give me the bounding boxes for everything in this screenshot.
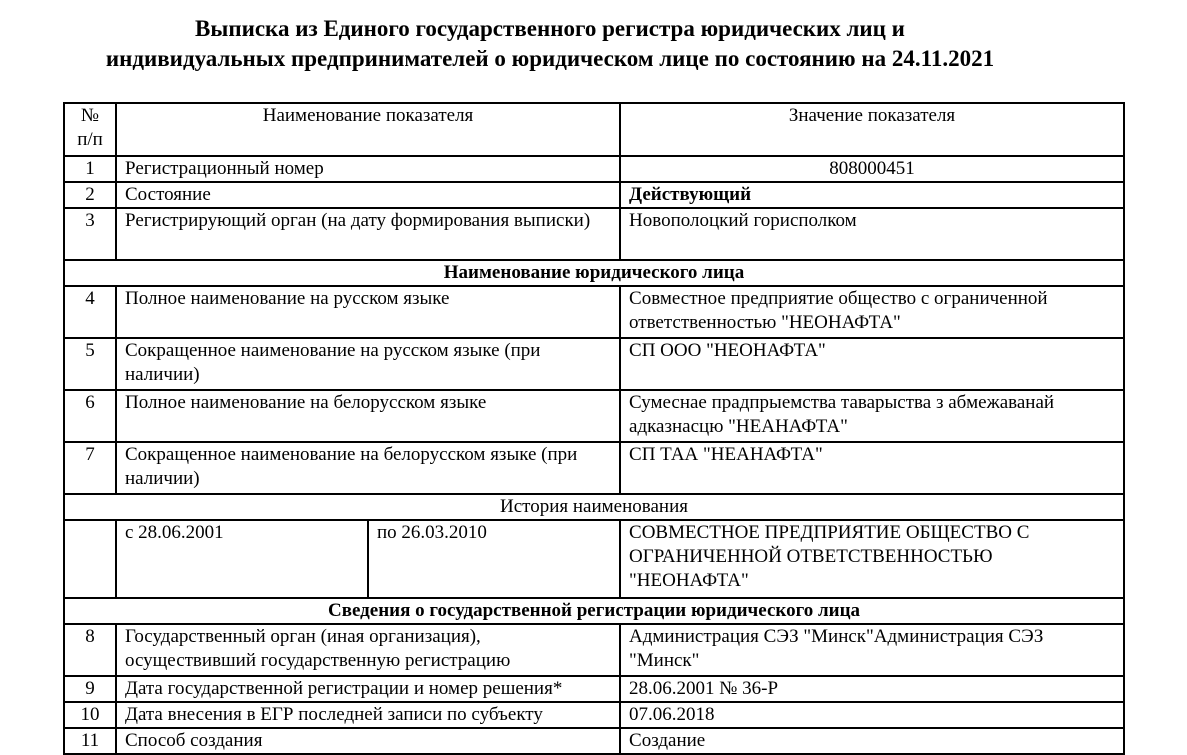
history-name: СОВМЕСТНОЕ ПРЕДПРИЯТИЕ ОБЩЕСТВО С ОГРАНИЧЕННОЙ ОТВЕТСТВЕННОСТЬЮ "НЕОНАФТА" — [620, 520, 1124, 598]
row-number: 8 — [64, 624, 116, 676]
history-date-from: с 28.06.2001 — [116, 520, 368, 598]
row-value: 28.06.2001 № 36-Р — [620, 676, 1124, 702]
table-row — [64, 182, 1124, 208]
row-value: 808000451 — [620, 156, 1124, 182]
table-row — [64, 702, 1124, 728]
row-value: СП ТАА "НЕАНАФТА" — [620, 442, 1124, 494]
row-value-status: Действующий — [620, 182, 1124, 208]
header-number-line-2: п/п — [77, 129, 103, 150]
table-row — [64, 286, 1124, 338]
history-row — [64, 520, 1124, 598]
row-number: 11 — [64, 728, 116, 754]
row-label: Регистрирующий орган (на дату формирования выписки) — [116, 208, 620, 260]
table-row — [64, 208, 1124, 260]
row-number: 4 — [64, 286, 116, 338]
header-indicator: Наименование показателя — [116, 103, 620, 156]
table-row — [64, 624, 1124, 676]
row-label: Сокращенное наименование на русском языке (при наличии) — [116, 338, 620, 390]
row-number: 5 — [64, 338, 116, 390]
row-value: СП ООО "НЕОНАФТА" — [620, 338, 1124, 390]
section-header-row — [64, 494, 1124, 520]
table-row — [64, 338, 1124, 390]
document-title — [0, 14, 1100, 74]
row-value: Администрация СЭЗ "Минск"Администрация СЭЗ "Минск" — [620, 624, 1124, 676]
row-label: Сокращенное наименование на белорусском языке (при наличии) — [116, 442, 620, 494]
row-label: Полное наименование на белорусском языке — [116, 390, 620, 442]
row-value: Сумеснае прадпрыемства таварыства з абмежаванай адказнасцю "НЕАНАФТА" — [620, 390, 1124, 442]
row-number: 6 — [64, 390, 116, 442]
section-registration-header: Сведения о государственной регистрации юридического лица — [64, 598, 1124, 624]
section-header-row — [64, 260, 1124, 286]
row-label: Государственный орган (иная организация), осуществивший государственную регистрацию — [116, 624, 620, 676]
row-label: Дата государственной регистрации и номер решения* — [116, 676, 620, 702]
row-label: Состояние — [116, 182, 620, 208]
table-row — [64, 442, 1124, 494]
row-number: 9 — [64, 676, 116, 702]
history-row-number — [64, 520, 116, 598]
table-row — [64, 676, 1124, 702]
registry-extract-table — [63, 102, 1125, 755]
row-label: Полное наименование на русском языке — [116, 286, 620, 338]
document-title-line-2: индивидуальных предпринимателей о юридическом лице по состоянию на 24.11.2021 — [105, 46, 995, 71]
header-value: Значение показателя — [620, 103, 1124, 156]
document-title-line-1: Выписка из Единого государственного регистра юридических лиц и — [195, 16, 905, 41]
row-label: Способ создания — [116, 728, 620, 754]
header-number-line-1: № — [80, 105, 100, 126]
section-header-row — [64, 598, 1124, 624]
header-number — [64, 103, 116, 156]
section-history-header: История наименования — [64, 494, 1124, 520]
row-number: 3 — [64, 208, 116, 260]
row-label: Дата внесения в ЕГР последней записи по субъекту — [116, 702, 620, 728]
row-value: Создание — [620, 728, 1124, 754]
table-row — [64, 390, 1124, 442]
row-value: Новополоцкий горисполком — [620, 208, 1124, 260]
table-row — [64, 156, 1124, 182]
row-number: 2 — [64, 182, 116, 208]
row-number: 10 — [64, 702, 116, 728]
table-row — [64, 728, 1124, 754]
row-label: Регистрационный номер — [116, 156, 620, 182]
row-number: 7 — [64, 442, 116, 494]
table-header-row — [64, 103, 1124, 156]
section-name-header: Наименование юридического лица — [64, 260, 1124, 286]
history-date-to: по 26.03.2010 — [368, 520, 620, 598]
row-value: 07.06.2018 — [620, 702, 1124, 728]
row-number: 1 — [64, 156, 116, 182]
row-value: Совместное предприятие общество с ограниченной ответственностью "НЕОНАФТА" — [620, 286, 1124, 338]
